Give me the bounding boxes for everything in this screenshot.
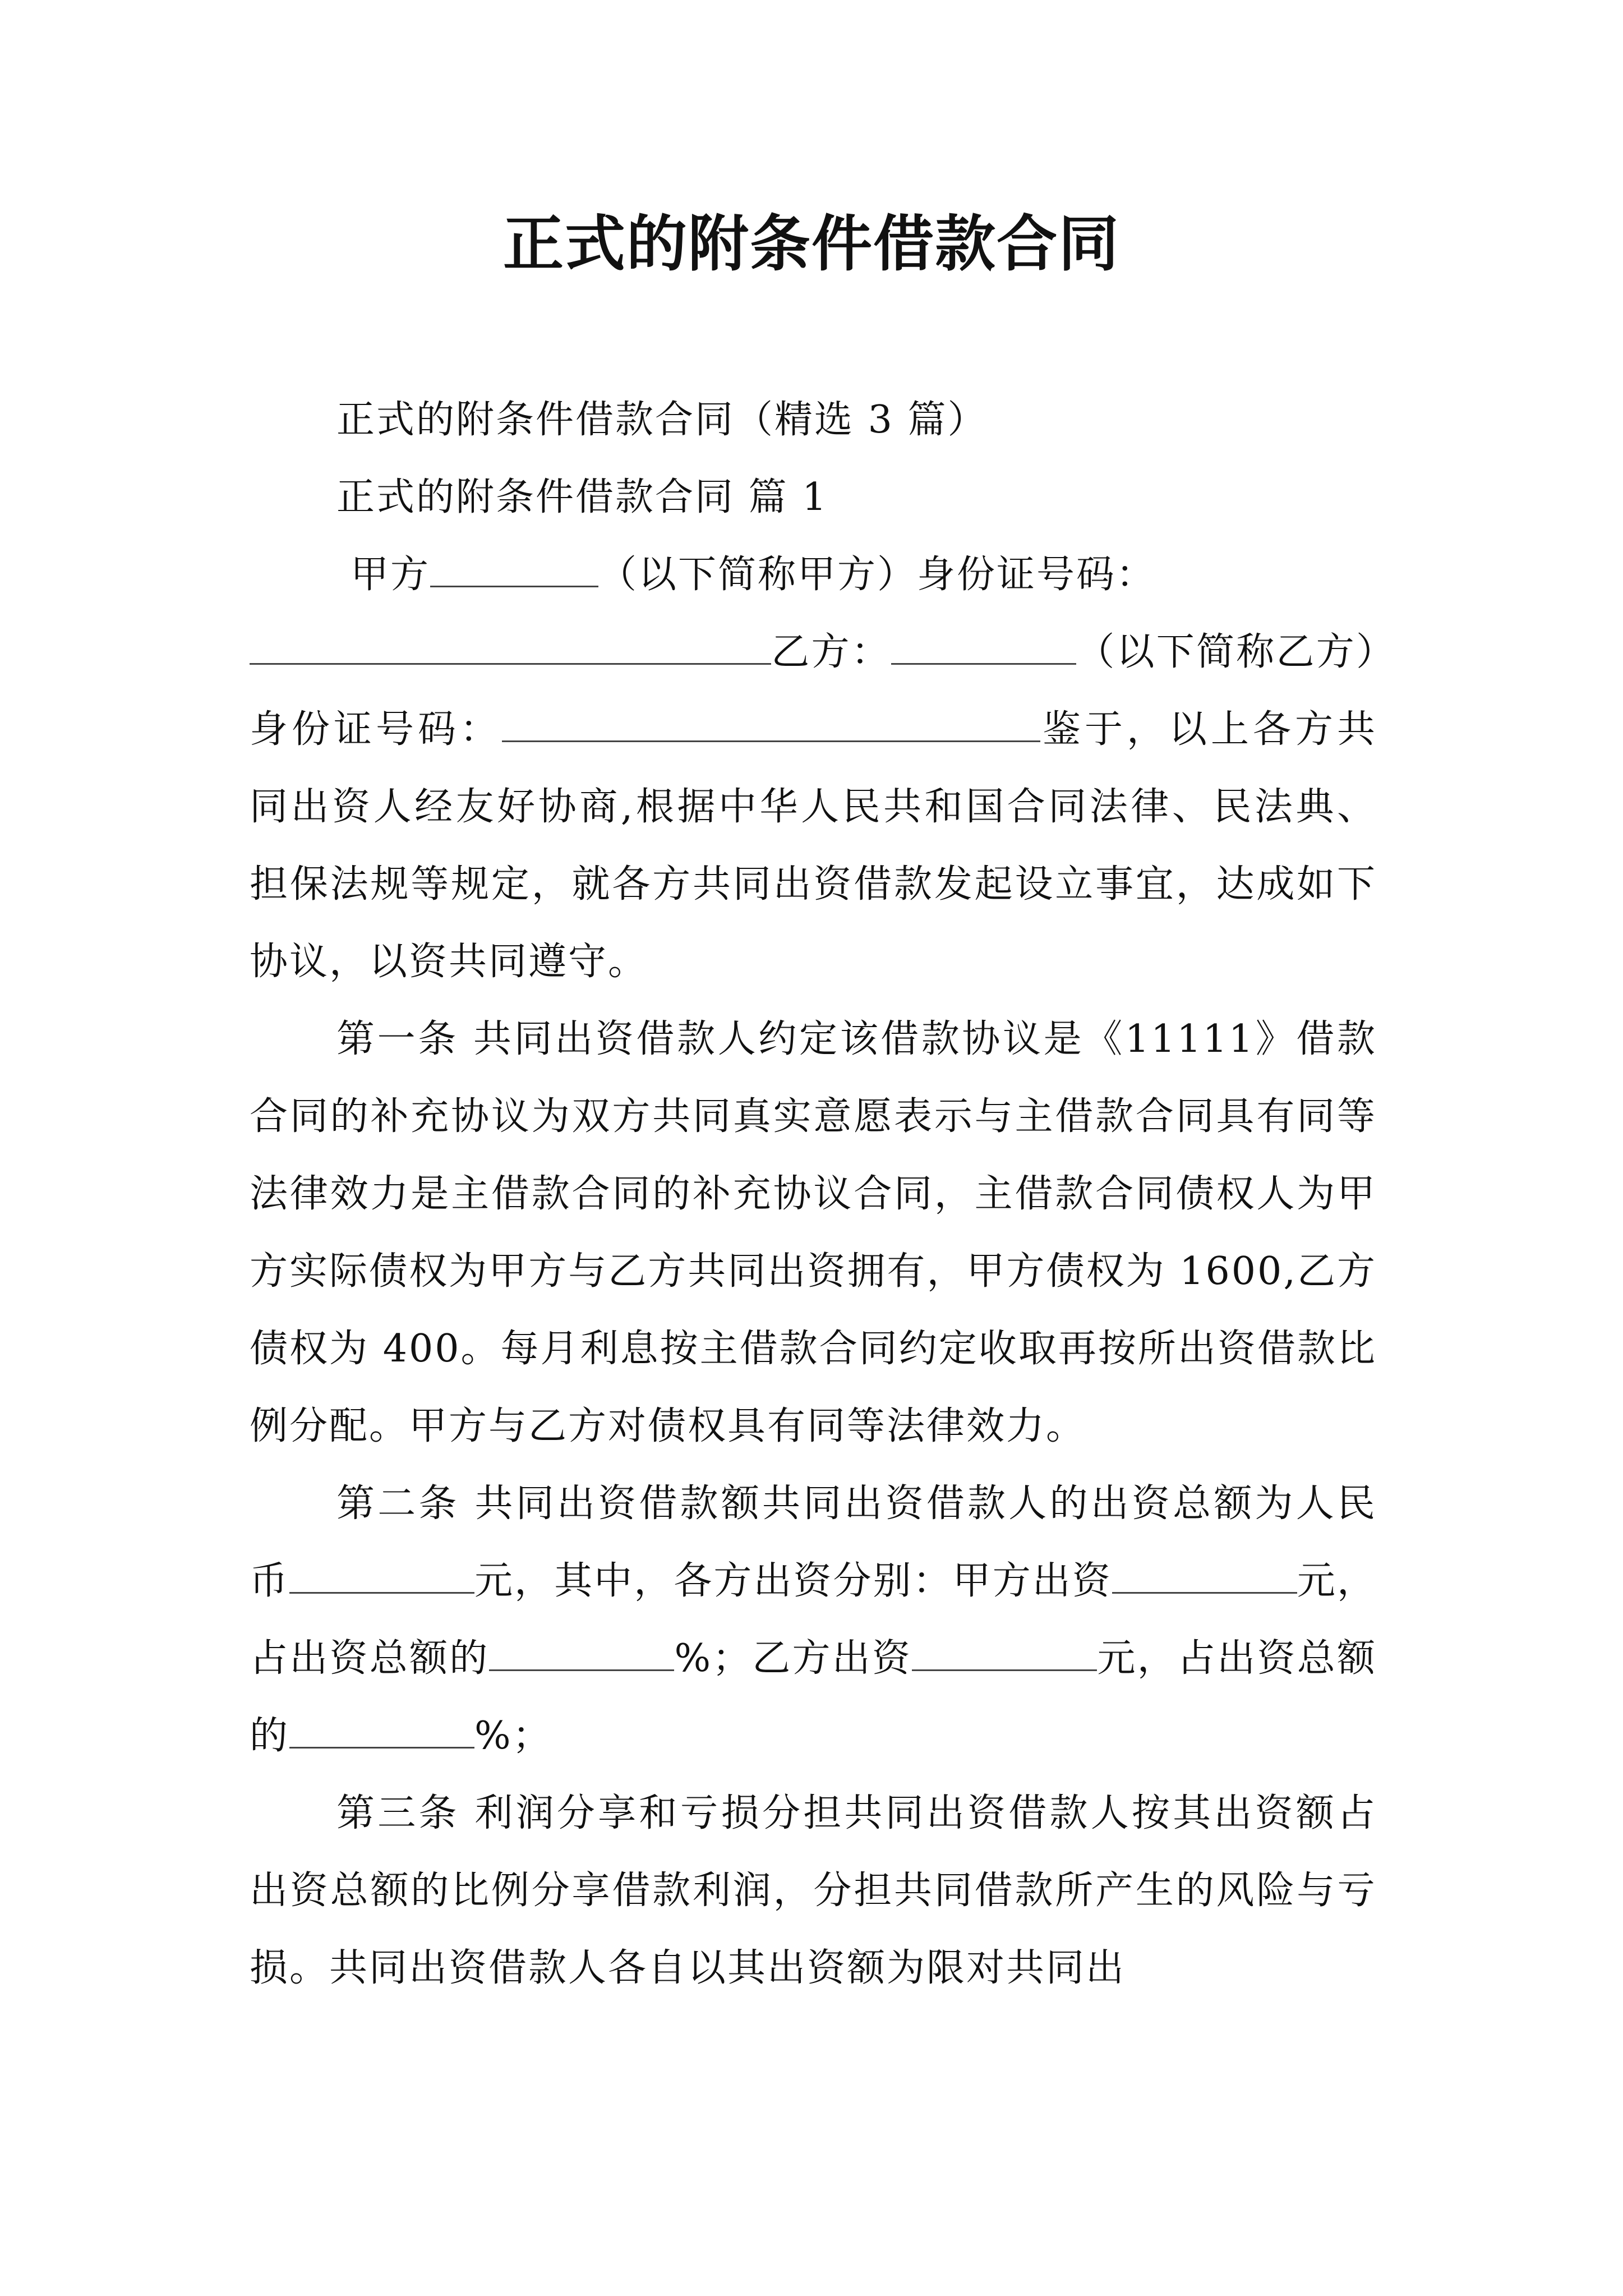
party-yi-label: 乙方： [771, 630, 891, 674]
party-yi-suffix: （以下简称乙方）身份证号码： [250, 630, 1377, 752]
intro-tail: 鉴于，以上各方共同出资人经友好协商,根据中华人民共和国合同法律、民法典、担保法规等规定，就各方共同出资借款发起设立事宜，达成如下协议，以资共同遵守。 [250, 707, 1377, 984]
party-yi-id-blank [502, 707, 1040, 742]
party-yi-name-blank [891, 629, 1076, 665]
party-jia-name-blank [430, 552, 598, 587]
article-2-part5: 元，占出资总额的 [250, 1636, 1377, 1758]
party-yi-paragraph [250, 614, 1377, 1001]
article-2-part6: %； [474, 1714, 552, 1758]
article-2-part3: 元，占出资总额的 [250, 1559, 1377, 1681]
party-jia-id-blank [250, 629, 771, 665]
total-amount-blank [289, 1558, 474, 1594]
article-3: 第三条 利润分享和亏损分担共同出资借款人按其出资额占出资总额的比例分享借款利润，分担共同借款所产生的风险与亏损。共同出资借款人各自以其出资额为限对共同出 [250, 1791, 1377, 1990]
document-title: 正式的附条件借款合同 [502, 209, 1120, 279]
article-2-part2: 元，其中，各方出资分别：甲方出资 [474, 1559, 1112, 1603]
yi-percent-blank [289, 1713, 474, 1749]
document-body [250, 381, 1377, 2007]
party-intro-paragraph [250, 536, 1377, 614]
part-heading: 正式的附条件借款合同 篇 1 [336, 475, 828, 519]
article-1: 第一条 共同出资借款人约定该借款协议是《11111》借款合同的补充协议为双方共同真实意愿表示与主借款合同具有同等法律效力是主借款合同的补充协议合同，主借款合同债权人为甲方实际债权为甲方与乙方共同出资拥有，甲方债权为 1600,乙方债权为 400。每月利息按主借款合同约定收取再按所出资借款比例分配。甲方与乙方对债权具有同等法律效力。 [250, 1017, 1377, 1448]
yi-amount-blank [912, 1636, 1097, 1671]
jia-amount-blank [1112, 1558, 1297, 1594]
jia-percent-blank [489, 1636, 674, 1671]
party-jia-suffix: （以下简称甲方）身份证号码： [598, 553, 1156, 597]
article-2 [250, 1465, 1377, 1775]
article-2-part4: %；乙方出资 [674, 1636, 912, 1681]
article-2-part1: 第二条 共同出资借款额共同出资借款人的出资总额为人民币 [250, 1481, 1377, 1603]
party-jia-label: 甲方 [351, 553, 431, 597]
document-subtitle: 正式的附条件借款合同（精选 3 篇） [336, 398, 988, 442]
